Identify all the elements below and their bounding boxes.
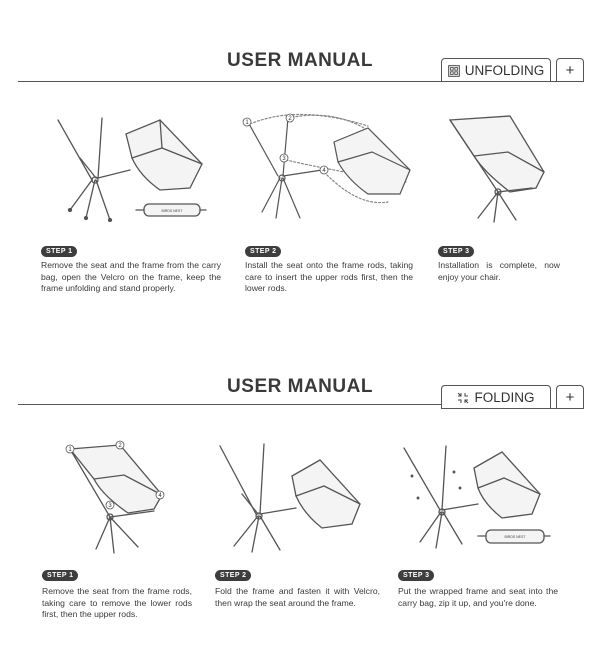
tab-unfolding[interactable] (441, 58, 551, 82)
add-tab-button[interactable]: + (556, 58, 584, 82)
bag-label: BIRDS NEST (504, 535, 526, 539)
tab-rule (441, 408, 584, 409)
step-badge-2: STEP 2 (215, 570, 251, 581)
page-title: USER MANUAL (227, 50, 373, 71)
tab-label: UNFOLDING (464, 63, 545, 78)
collapse-arrows-icon (457, 392, 469, 404)
step-badge-1: STEP 1 (41, 246, 77, 257)
bag-label: BIRDS NEST (161, 209, 183, 213)
tab-label: FOLDING (474, 390, 535, 405)
step1-remove-seat-illustration (58, 435, 178, 560)
step-text-2: Fold the frame and fasten it with Velcro, then wrap the seat around the frame. (215, 586, 380, 608)
expand-grid-icon (448, 65, 460, 77)
callout-3: 3 (282, 156, 286, 162)
step1-unfold-illustration (40, 112, 220, 227)
callout-3: 3 (108, 503, 112, 509)
step3-complete-illustration (440, 112, 560, 227)
step2-fold-frame-illustration (212, 438, 377, 560)
step2-install-illustration (238, 112, 428, 227)
step-badge-2: STEP 2 (245, 246, 281, 257)
step3-pack-illustration (398, 438, 563, 560)
callout-2: 2 (288, 116, 292, 122)
callout-4: 4 (158, 493, 162, 499)
tab-folding[interactable] (441, 385, 551, 409)
page-title: USER MANUAL (227, 376, 373, 397)
step-text-3: Installation is complete, now enjoy your chair. (438, 260, 560, 282)
step-text-3: Put the wrapped frame and seat into the carry bag, zip it up, and you're done. (398, 586, 558, 608)
callout-1: 1 (245, 120, 249, 126)
step-text-2: Install the seat onto the frame rods, taking care to insert the upper rods first, then the lower rods. (245, 260, 413, 293)
header-rule (18, 404, 442, 405)
callout-1: 1 (68, 447, 72, 453)
step-badge-1: STEP 1 (42, 570, 78, 581)
step-badge-3: STEP 3 (398, 570, 434, 581)
add-tab-button[interactable]: + (556, 385, 584, 409)
tab-rule (441, 81, 584, 82)
step-badge-3: STEP 3 (438, 246, 474, 257)
callout-4: 4 (322, 168, 326, 174)
folding-section (0, 330, 600, 659)
header-rule (18, 81, 442, 82)
step-text-1: Remove the seat from the frame rods, taking care to remove the lower rods first, then the upper rods. (42, 586, 192, 619)
step-text-1: Remove the seat and the frame from the carry bag, open the Velcro on the frame, keep the frame unfolding and stand properly. (41, 260, 221, 293)
callout-2: 2 (118, 443, 122, 449)
